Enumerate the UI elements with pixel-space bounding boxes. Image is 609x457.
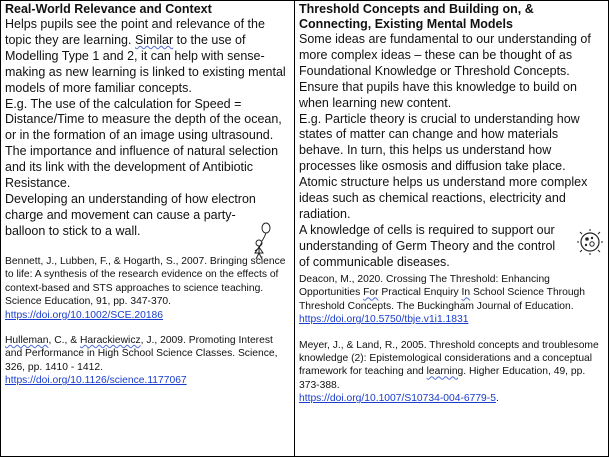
- left-para-4: Developing an understanding of how electron charge and movement can cause a party-balloon to stick to a wall.: [5, 191, 256, 238]
- right-ref-1-text-a: Deacon, M., 2020. Crossing The Threshold: Enhancing Opportunities: [299, 274, 550, 299]
- right-column-title: Threshold Concepts and Building on, & Connecting, Existing Mental Models: [299, 2, 534, 31]
- right-ref-2: [299, 339, 604, 406]
- right-ref-1-text-b: Practical Enquiry: [378, 287, 462, 299]
- right-ref-2-end: .: [495, 393, 499, 405]
- left-para-1: [5, 17, 291, 97]
- right-ref-1: [299, 273, 604, 327]
- left-ref-1-link[interactable]: https://doi.org/10.1002/SCE.20186: [5, 309, 163, 321]
- left-para-1-end: to the use of Modelling Type 1 and 2, it can help with sense-making as new learning is linked to existing mental models of more familiar concepts.: [5, 32, 286, 95]
- right-ref-2-text-b: . Higher Education, 49, pp. 373-388.: [299, 366, 586, 391]
- left-ref-2-author-1: Hulleman: [5, 335, 49, 347]
- left-ref-2-text: , J., 2009. Promoting Interest and Performance in High School Science Classes. Science, 326, pp. 1410 - 1412.: [5, 335, 278, 373]
- left-column: [1, 1, 295, 456]
- left-ref-1-text: Bennett, J., Lubben, F., & Hogarth, S., 2007. Bringing science to life: A synthesis of the research evidence on the effects of context-based and STS approaches to science teaching. Science Education, 91, pp. 347-370.: [5, 256, 286, 308]
- right-column: [295, 1, 608, 456]
- right-ref-1-text-c: School Science Through Threshold Concepts. The Buckingham Journal of Education.: [299, 287, 586, 312]
- left-column-body: [5, 17, 291, 240]
- right-ref-1-link[interactable]: https://doi.org/10.5750/tbje.v1i1.1831: [299, 314, 469, 326]
- right-references: [299, 273, 604, 418]
- left-ref-2-link[interactable]: https://doi.org/10.1126/science.1177067: [5, 375, 187, 387]
- right-column-body: [299, 32, 605, 271]
- left-para-1-similar: Similar: [134, 32, 174, 47]
- right-ref-2-text-a: Meyer, J., & Land, R., 2005. Threshold concepts and troublesome knowledge (2): Epistemological considerations and a conceptual framework for teaching and: [299, 339, 599, 378]
- right-ref-1-in: In: [461, 287, 471, 299]
- left-ref-2: [5, 334, 290, 388]
- left-para-2: E.g. The use of the calculation for Speed = Distance/Time to measure the depth of the ocean, or in the formation of an image using ultrasound.: [5, 96, 282, 143]
- left-ref-2-author-2: Harackiewicz: [79, 335, 141, 347]
- left-ref-1: [5, 255, 290, 322]
- right-para-1: Some ideas are fundamental to our understanding of more complex ideas – these can be thought of as Foundational Knowledge or Threshold Concepts. Ensure that pupils have this knowledge to build on when learning new content.: [299, 32, 591, 110]
- left-ref-2-sep: , C., &: [48, 335, 80, 347]
- left-para-3: The importance and influence of natural selection and its link with the development of Antibiotic Resistance.: [5, 144, 279, 191]
- right-para-2: E.g. Particle theory is crucial to understanding how states of matter can change and how materials behave. In turn, this helps us understand how processes like osmosis and diffusion take place. Atomic structure helps us understand more complex ideas such as chemical reactions, electricity and radiation.: [299, 111, 588, 221]
- microbe-icon: [577, 229, 603, 255]
- right-para-3: A knowledge of cells is required to support our understanding of Germ Theory and the control of communicable diseases.: [299, 222, 556, 269]
- right-ref-2-learning: learning: [426, 366, 464, 378]
- right-ref-1-for: For: [363, 287, 379, 299]
- left-column-title: Real-World Relevance and Context: [5, 2, 212, 16]
- right-ref-2-link[interactable]: https://doi.org/10.1007/S10734-004-6779-5: [299, 393, 496, 405]
- left-references: [5, 255, 290, 400]
- left-para-1-start: Helps pupils see the point and relevance of the topic they are learning.: [5, 17, 265, 47]
